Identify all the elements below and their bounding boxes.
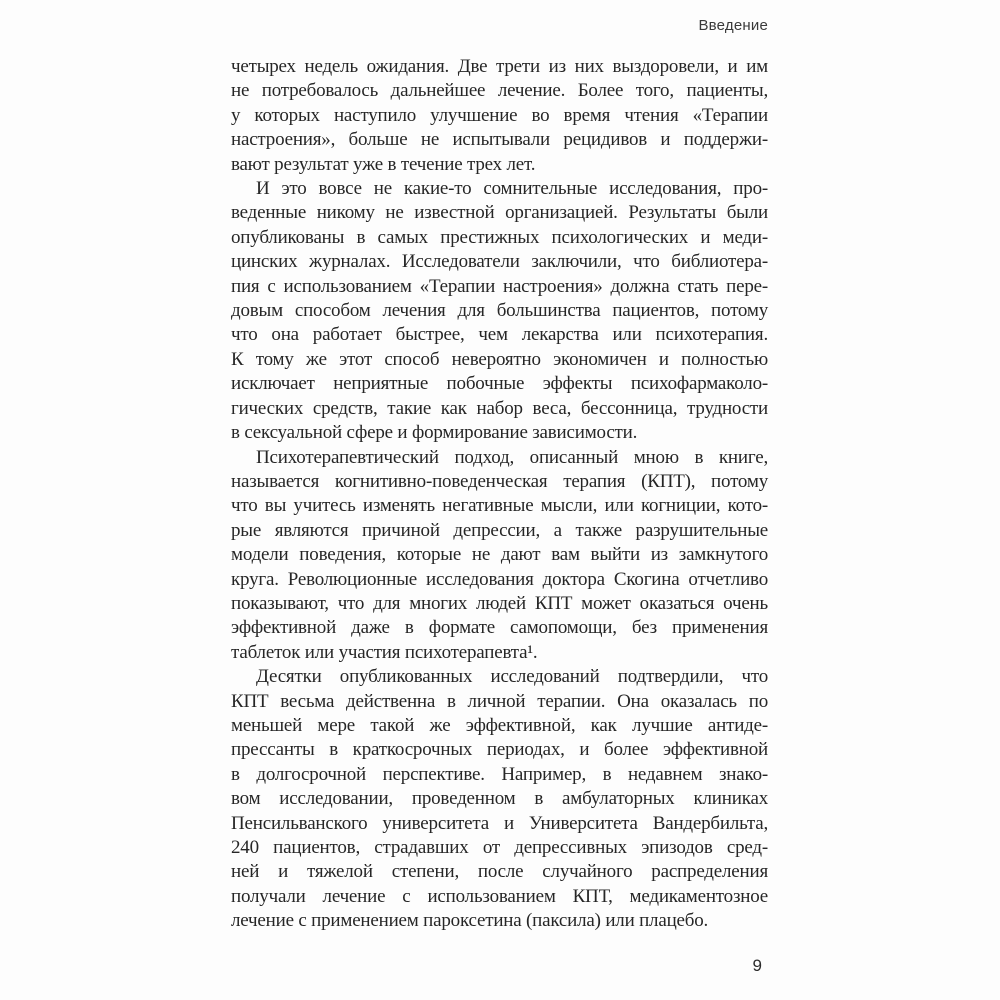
text-line: пия с использованием «Терапии настроения» должна стать пере- (231, 275, 768, 297)
text-line: получали лечение с использованием КПТ, медикаментозное (231, 885, 768, 907)
text-line: исключает неприятные побочные эффекты психофармаколо- (231, 373, 768, 395)
page-number: 9 (752, 956, 762, 975)
text-line: КПТ весьма действенна в личной терапии. Она оказалась по (231, 690, 768, 712)
text-line: четырех недель ожидания. Две трети из них выздоровели, и им (231, 56, 768, 77)
text-line: не потребовалось дальнейшее лечение. Более того, пациенты, (231, 80, 768, 102)
text-line: в долгосрочной перспективе. Например, в недавнем знако- (231, 763, 768, 785)
text-line: таблеток или участия психотерапевта¹. (231, 641, 538, 663)
text-line: у которых наступило улучшение во время чтения «Терапии (231, 104, 768, 126)
text-line: прессанты в краткосрочных периодах, и более эффективной (231, 739, 768, 761)
text-line: довым способом лечения для большинства пациентов, потому (231, 300, 768, 322)
text-line: опубликованы в самых престижных психологических и меди- (231, 226, 768, 248)
text-line: показывают, что для многих людей КПТ может оказаться очень (231, 592, 768, 614)
text-line: лечение с применением пароксетина (паксила) или плацебо. (231, 910, 709, 932)
text-line: что вы учитесь изменять негативные мысли, или когниции, кото- (231, 495, 768, 517)
text-line: модели поведения, которые не дают вам выйти из замкнутого (231, 544, 768, 566)
text-line: называется когнитивно-поведенческая терапия (КПТ), потому (231, 470, 768, 492)
text-line: вают результат уже в течение трех лет. (231, 153, 536, 175)
text-line: И это вовсе не какие-то сомнительные исследования, про- (256, 178, 768, 200)
text-line: Пенсильванского университета и Университета Вандербильта, (231, 812, 768, 834)
body-text (231, 55, 768, 934)
text-line: рые являются причиной депрессии, а также разрушительные (231, 519, 768, 541)
text-line: что она работает быстрее, чем лекарства или психотерапия. (231, 324, 768, 346)
text-line: в сексуальной сфере и формирование зависимости. (231, 422, 638, 444)
text-line: цинских журналах. Исследователи заключили, что библиотера- (231, 251, 768, 273)
text-line: Психотерапевтический подход, описанный мною в книге, (256, 446, 768, 468)
text-line: веденные никому не известной организацией. Результаты были (231, 202, 768, 224)
text-line: 240 пациентов, страдавших от депрессивных эпизодов сред- (231, 837, 768, 858)
text-line: гических средств, такие как набор веса, бессонница, трудности (231, 397, 768, 419)
text-line: круга. Революционные исследования доктора Скогина отчетливо (231, 568, 768, 590)
text-line: эффективной даже в формате самопомощи, без применения (231, 617, 768, 639)
running-head: Введение (698, 17, 768, 34)
text-line: К тому же этот способ невероятно экономичен и полностью (231, 348, 768, 370)
text-line: меньшей мере такой же эффективной, как лучшие антиде- (231, 714, 768, 736)
text-line: настроения», больше не испытывали рецидивов и поддержи- (231, 129, 768, 151)
text-line: вом исследовании, проведенном в амбулаторных клиниках (231, 788, 768, 810)
text-line: Десятки опубликованных исследований подтвердили, что (256, 666, 768, 688)
text-line: ней и тяжелой степени, после случайного распределения (231, 861, 768, 883)
